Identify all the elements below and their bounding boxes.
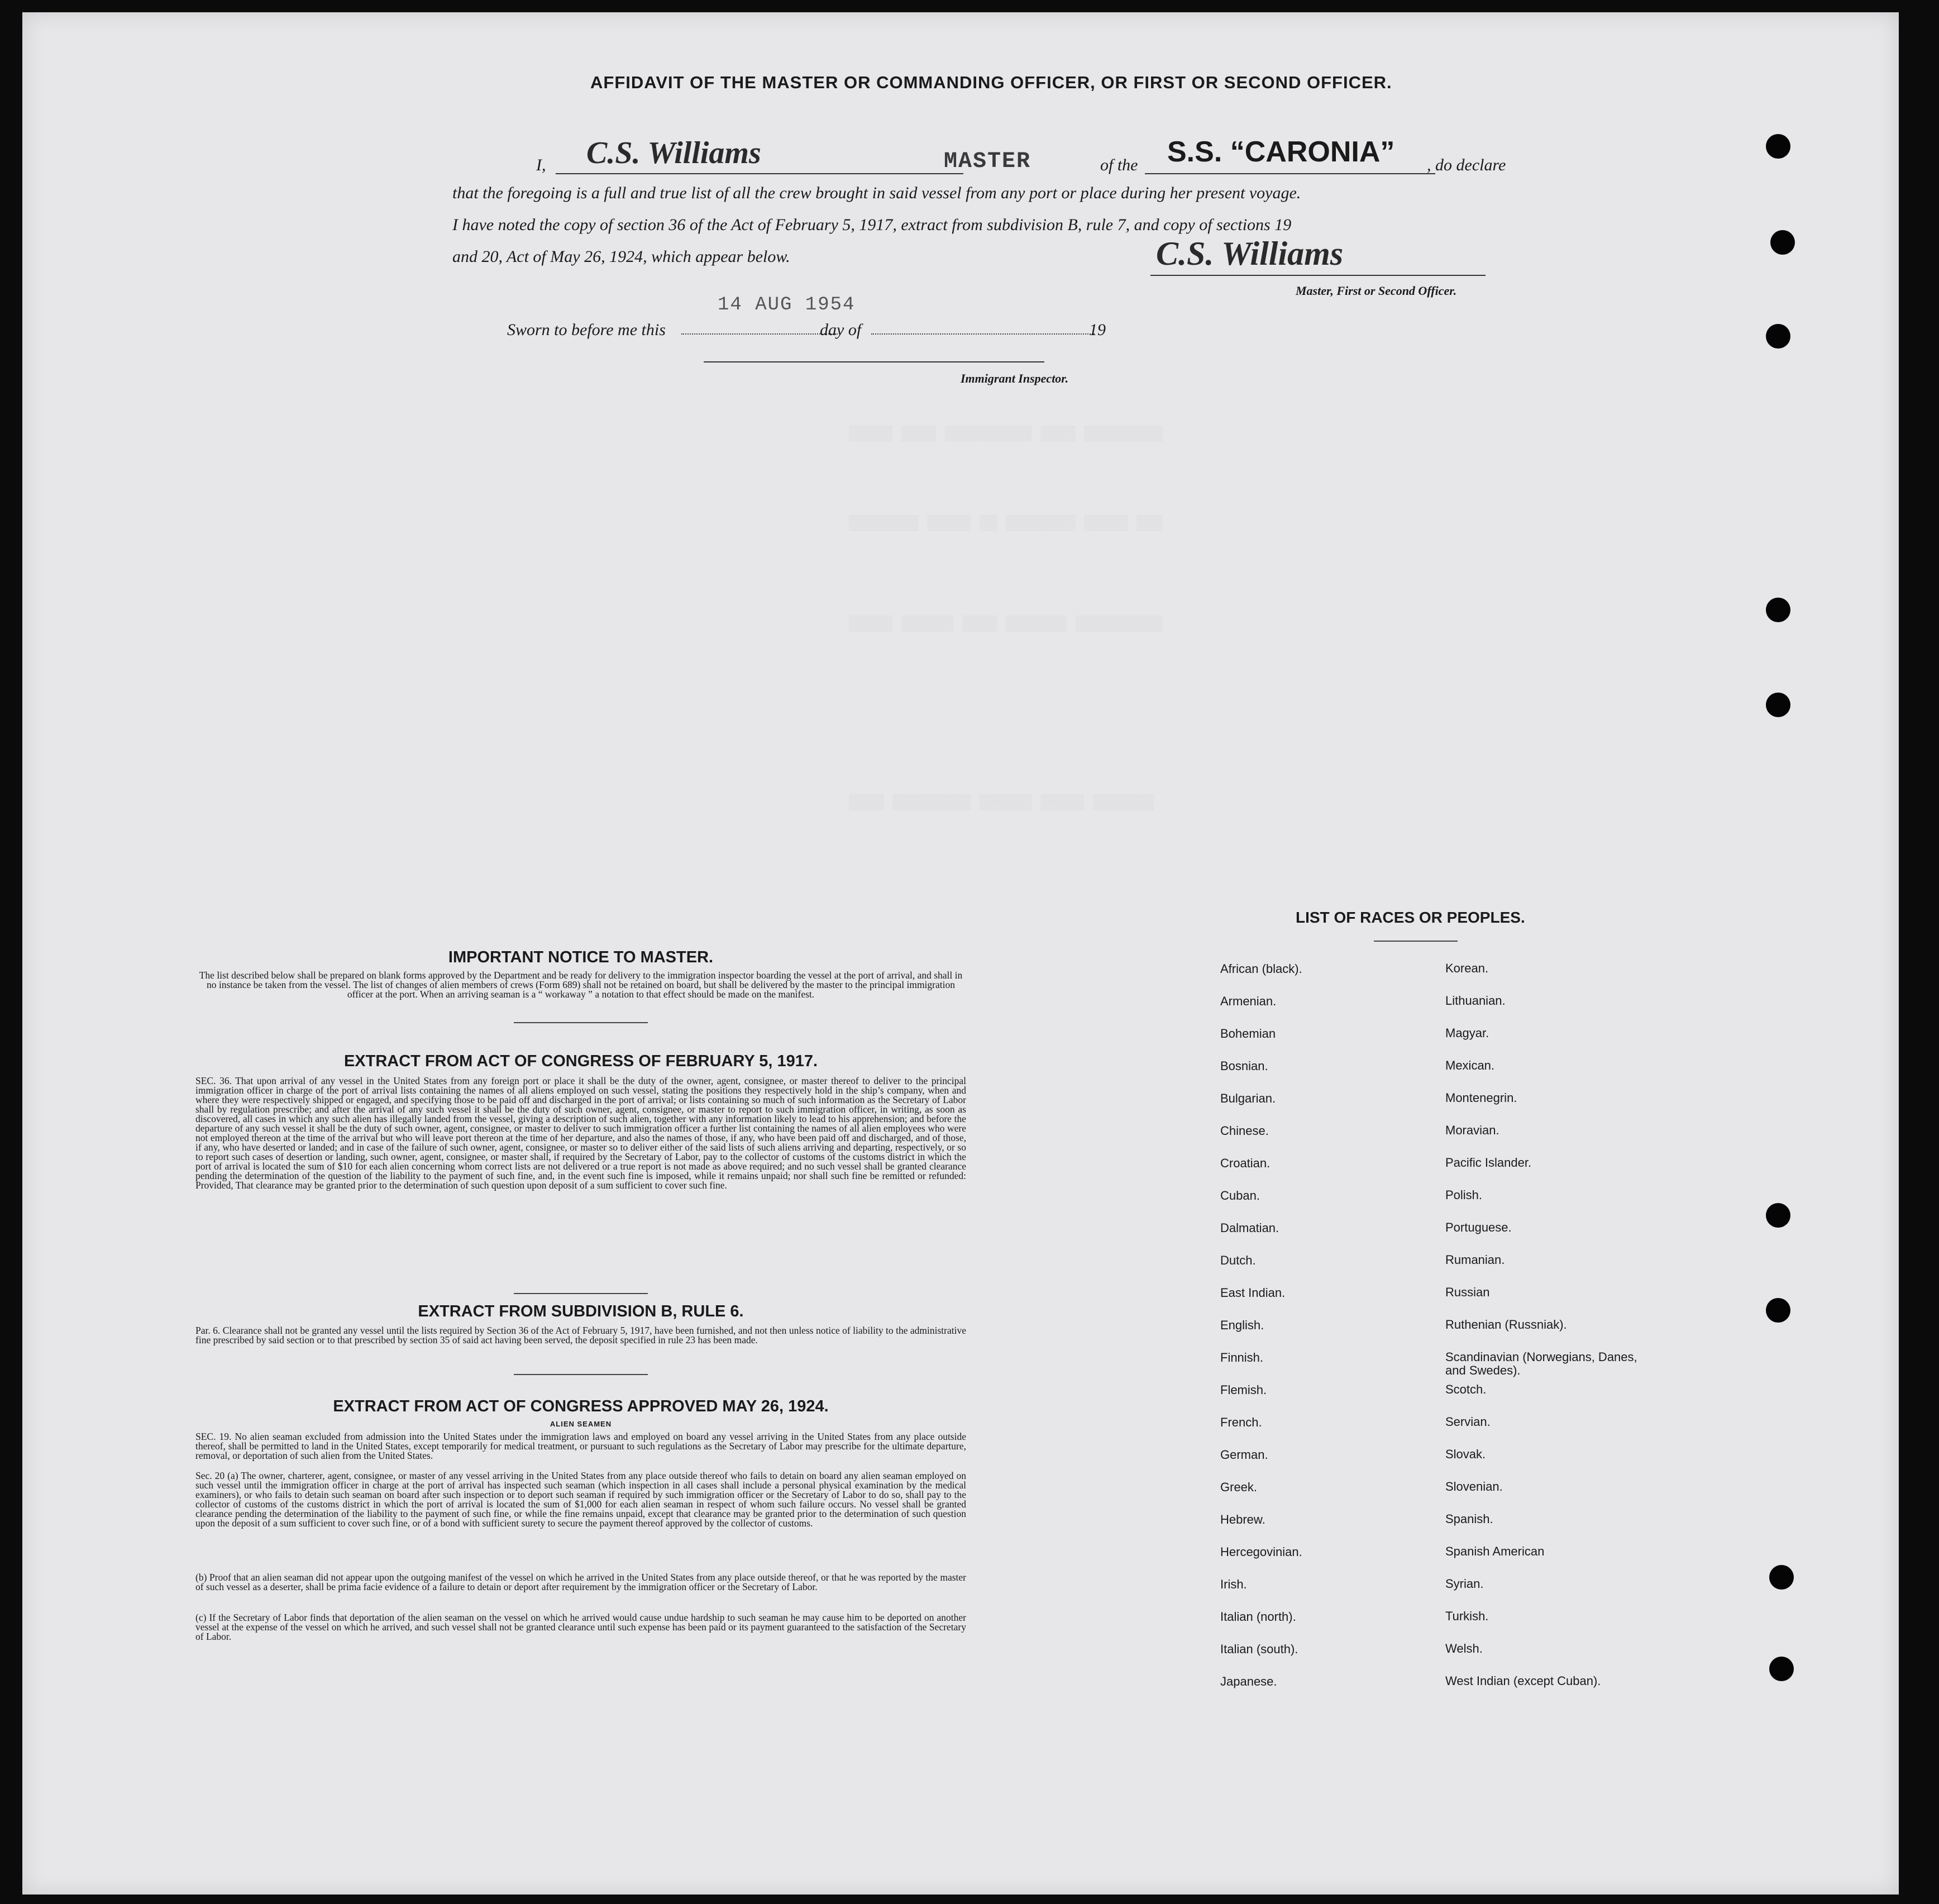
name-underline: [556, 173, 963, 174]
ship-name: S.S. “CARONIA”: [1167, 136, 1395, 168]
bleed-through-text: ▒▒▒▒▒ ▒▒▒▒ ▒▒▒▒▒▒▒▒▒▒ ▒▒▒▒ ▒▒▒▒▒▒▒▒▒: [849, 426, 1163, 442]
race-item: African (black).: [1220, 962, 1302, 976]
race-item: Polish.: [1445, 1188, 1483, 1202]
race-item: West Indian (except Cuban).: [1445, 1674, 1601, 1688]
race-item: Italian (south).: [1220, 1642, 1298, 1656]
race-item: Greek.: [1220, 1480, 1258, 1494]
rule-6-heading: EXTRACT FROM SUBDIVISION B, RULE 6.: [418, 1302, 744, 1320]
race-item: English.: [1220, 1318, 1264, 1332]
race-item: Korean.: [1445, 961, 1489, 975]
race-item: Finnish.: [1220, 1351, 1264, 1364]
bleed-through-text: ▒▒▒▒▒▒▒▒ ▒▒▒▒▒ ▒▒ ▒▒▒▒▒▒▒▒ ▒▒▒▒▒ ▒▒▒: [849, 515, 1163, 532]
race-item: Bulgarian.: [1220, 1091, 1276, 1105]
race-item: Servian.: [1445, 1415, 1491, 1429]
section-divider: [514, 1374, 648, 1375]
race-item: Russian: [1445, 1285, 1490, 1299]
race-item: Croatian.: [1220, 1156, 1271, 1170]
race-item: Hercegovinian.: [1220, 1545, 1302, 1559]
declaration-line-2: that the foregoing is a full and true list of all the crew brought in said vessel from any port or place during her present voyage.: [452, 184, 1301, 202]
do-declare-label: , do declare: [1427, 156, 1506, 174]
race-item: Bohemian: [1220, 1027, 1276, 1041]
punch-hole: [1766, 693, 1790, 717]
master-name-handwritten: C.S. Williams: [586, 136, 761, 170]
race-item: Lithuanian.: [1445, 994, 1506, 1008]
declaration-line-4: and 20, Act of May 26, 1924, which appear below.: [452, 247, 790, 266]
sec-20c-text: (c) If the Secretary of Labor finds that deportation of the alien seaman on the vessel on which he arrived would cause undue hardship to such seaman he may cause him to be deported on another vessel at the expense of the vessel on which he arrived, and such vessel shall not be granted clearance until such expense has been paid or its payment guaranteed to the satisfaction of the Secretary of Labor.: [195, 1612, 966, 1642]
race-item: Japanese.: [1220, 1674, 1277, 1688]
year-label: 19: [1089, 321, 1106, 339]
punch-hole: [1770, 230, 1795, 255]
race-item: Italian (north).: [1220, 1610, 1296, 1624]
race-item: Dalmatian.: [1220, 1221, 1279, 1235]
race-item: Turkish.: [1445, 1609, 1489, 1623]
inspector-caption: Immigrant Inspector.: [961, 371, 1069, 385]
race-item: Cuban.: [1220, 1189, 1260, 1202]
race-item: Mexican.: [1445, 1058, 1495, 1072]
bleed-through-text: ▒▒▒▒▒ ▒▒▒▒▒▒ ▒▒▒▒ ▒▒▒▒▒▒▒ ▒▒▒▒▒▒▒▒▒▒: [849, 615, 1163, 632]
sworn-month-line: [871, 333, 1095, 335]
punch-hole: [1766, 598, 1790, 622]
race-item: German.: [1220, 1448, 1268, 1462]
race-item: Spanish American: [1445, 1544, 1545, 1558]
notice-heading: IMPORTANT NOTICE TO MASTER.: [448, 948, 714, 966]
punch-hole: [1766, 1298, 1790, 1323]
signature-underline: [1150, 275, 1486, 276]
race-item: Magyar.: [1445, 1026, 1489, 1040]
race-item: Welsh.: [1445, 1641, 1483, 1655]
document-sheet: [22, 12, 1899, 1895]
race-item: Armenian.: [1220, 994, 1277, 1008]
race-item: East Indian.: [1220, 1286, 1286, 1300]
declaration-line-3: I have noted the copy of section 36 of the Act of February 5, 1917, extract from subdivision B, rule 7, and copy of sections 19: [452, 216, 1292, 234]
race-item: Rumanian.: [1445, 1253, 1505, 1267]
sworn-day-line: [681, 333, 838, 335]
race-item: Moravian.: [1445, 1123, 1499, 1137]
of-the-label: of the: [1100, 156, 1138, 174]
master-signature: C.S. Williams: [1156, 235, 1344, 272]
declaration-i: I,: [536, 156, 546, 174]
race-item: Ruthenian (Russniak).: [1445, 1318, 1567, 1332]
race-item: Slovak.: [1445, 1447, 1486, 1461]
punch-hole: [1769, 1565, 1794, 1590]
race-item: Scandinavian (Norwegians, Danes, and Swedes).: [1445, 1350, 1637, 1377]
inspector-signature-line: [704, 361, 1044, 362]
race-item: Hebrew.: [1220, 1512, 1265, 1526]
sworn-label: Sworn to before me this: [507, 321, 666, 339]
extract-1924-heading: EXTRACT FROM ACT OF CONGRESS APPROVED MAY 26, 1924.: [333, 1397, 829, 1415]
punch-hole: [1766, 324, 1790, 349]
race-item: French.: [1220, 1415, 1262, 1429]
race-item: Chinese.: [1220, 1124, 1269, 1138]
race-item: Spanish.: [1445, 1512, 1493, 1526]
alien-seamen-subheading: ALIEN SEAMEN: [550, 1420, 612, 1428]
day-of-label: day of: [820, 321, 862, 339]
punch-hole: [1769, 1657, 1794, 1681]
signature-caption: Master, First or Second Officer.: [1296, 284, 1457, 298]
section-divider: [514, 1022, 648, 1023]
race-item: Slovenian.: [1445, 1480, 1503, 1493]
race-item: Irish.: [1220, 1577, 1247, 1591]
race-item: Bosnian.: [1220, 1059, 1268, 1073]
affidavit-title: AFFIDAVIT OF THE MASTER OR COMMANDING OFFICER, OR FIRST OR SECOND OFFICER.: [590, 73, 1392, 92]
race-item: Montenegrin.: [1445, 1091, 1517, 1105]
race-item: Portuguese.: [1445, 1220, 1512, 1234]
punch-hole: [1766, 1203, 1790, 1228]
race-item: Flemish.: [1220, 1383, 1267, 1397]
sec-19-text: SEC. 19. No alien seaman excluded from admission into the United States under the immigration laws and employed on board any vessel arriving in the United States from any place outside thereof, shall be permitted to land in the United States, except temporarily for medical treatment, or pursuant to such regulations as the Secretary of Labor may prescribe for the ultimate departure, removal, or deportation of such alien from the United States.: [195, 1431, 966, 1461]
section-divider: [514, 1293, 648, 1294]
ship-underline: [1145, 173, 1435, 174]
races-heading: LIST OF RACES OR PEOPLES.: [1296, 909, 1525, 926]
notice-text: The list described below shall be prepared on blank forms approved by the Department and be ready for delivery to the immigration inspector boarding the vessel at the port of arrival, and shall in no instance be taken from the vessel. The list of changes of alien members of crews (Form 689) shall not be retained on board, but shall be delivered by the master to the principal immigration officer at the port. When an arriving seaman is a “ workaway ” a notation to that effect should be made on the manifest.: [199, 970, 963, 1000]
rule-6-text: Par. 6. Clearance shall not be granted any vessel until the lists required by Section 36 of the Act of February 5, 1917, have been furnished, and not then unless notice of liability to the administrative fine prescribed by said section or to that prescribed by section 35 of said act having been served, the deposit specified in rule 23 has been made.: [195, 1325, 966, 1345]
sec-20b-text: (b) Proof that an alien seaman did not appear upon the outgoing manifest of the vessel on which he arrived in the United States from any place outside thereof, or that he was reported by the master of such vessel as a deserter, shall be prima facie evidence of a failure to detain or deport after requirement by the immigration officer or the Secretary of Labor.: [195, 1572, 966, 1592]
rank-stamp: MASTER: [944, 149, 1031, 174]
race-item: Syrian.: [1445, 1577, 1484, 1591]
sec-20a-text: Sec. 20 (a) The owner, charterer, agent, consignee, or master of any vessel arriving in the United States from any place outside thereof who fails to detain on board any alien seaman employed on such vessel until the immigration officer in charge at the port of arrival has inspected such seaman (which inspection in all cases shall include a personal physical examination by the medical examiners), or who fails to detain such seaman on board after such inspection or to deport such seaman if required by such immigration officer or the Secretary of Labor to do so, shall pay to the collector of customs of the customs district in which the port of arrival is located the sum of $1,000 for each alien seaman in respect of whom such failure occurs. No vessel shall be granted clearance pending the determination of the liability to the payment of such fine, or while the fine remains unpaid, except that clearance may be granted prior to the determination of such question upon the deposit of a sum sufficient to cover such fine, or of a bond with sufficient surety to secure the payment thereof approved by the collector of customs.: [195, 1470, 966, 1529]
race-item: Dutch.: [1220, 1253, 1256, 1267]
punch-hole: [1766, 134, 1790, 159]
race-item: Pacific Islander.: [1445, 1156, 1532, 1170]
extract-1917-heading: EXTRACT FROM ACT OF CONGRESS OF FEBRUARY 5, 1917.: [343, 1052, 818, 1070]
bleed-through-text: ▒▒▒▒ ▒▒▒▒▒▒▒▒▒ ▒▒▒▒▒▒ ▒▒▒▒▒ ▒▒▒▒▒▒▒: [849, 794, 1154, 811]
races-divider: [1374, 941, 1458, 942]
date-stamp: 14 AUG 1954: [718, 294, 856, 316]
extract-1917-text: SEC. 36. That upon arrival of any vessel in the United States from any foreign port or place it shall be the duty of the owner, agent, consignee, or master thereof to deliver to the principal immigration officer in charge of the port of arrival lists containing the names of all aliens employed on such vessel, stating the positions they respectively hold in the ship’s company, when and where they were respectively shipped or engaged, and specifying those to be paid off and discharged in the port of arrival; or lists containing so much of such information as the Secretary of Labor shall by regulation prescribe; and after the arrival of any such vessel it shall be the duty of such owner, agent, consignee, or master to report to such immigration officer, in writing, as soon as discovered, all cases in which any such alien has illegally landed from the vessel, giving a description of such alien, together with any information likely to lead to his apprehension; and before the departure of any such vessel it shall be the duty of such owner, agent, consignee, or master to deliver to such immigration officer a further list containing the names of all alien employees who were not employed thereon at the time of the arrival but who will leave port thereon at the time of her departure, and also the names of those, if any, who have been paid off and discharged, and of those, if any, who have deserted or landed; and in case of the failure of such owner, agent, consignee, or master so to deliver either of the said lists of such aliens arriving and departing, respectively, or so to report such cases of desertion or landing, such owner, agent, consignee, or master shall, if required by the Secretary of Labor, pay to the collector of customs of the customs district in which the port of arrival is located the sum of $10 for each alien concerning whom correct lists are not delivered or a true report is not made as above required; and no such vessel shall be granted clearance pending the determination of the question of the liability to the payment of such fine, and, in the event such fine is imposed, while it remains unpaid; nor shall such fine be remitted or refunded: Provided, That clearance may be granted prior to the determination of such question upon deposit of a sum sufficient to cover such fine.: [195, 1075, 966, 1191]
race-item: Scotch.: [1445, 1382, 1487, 1396]
